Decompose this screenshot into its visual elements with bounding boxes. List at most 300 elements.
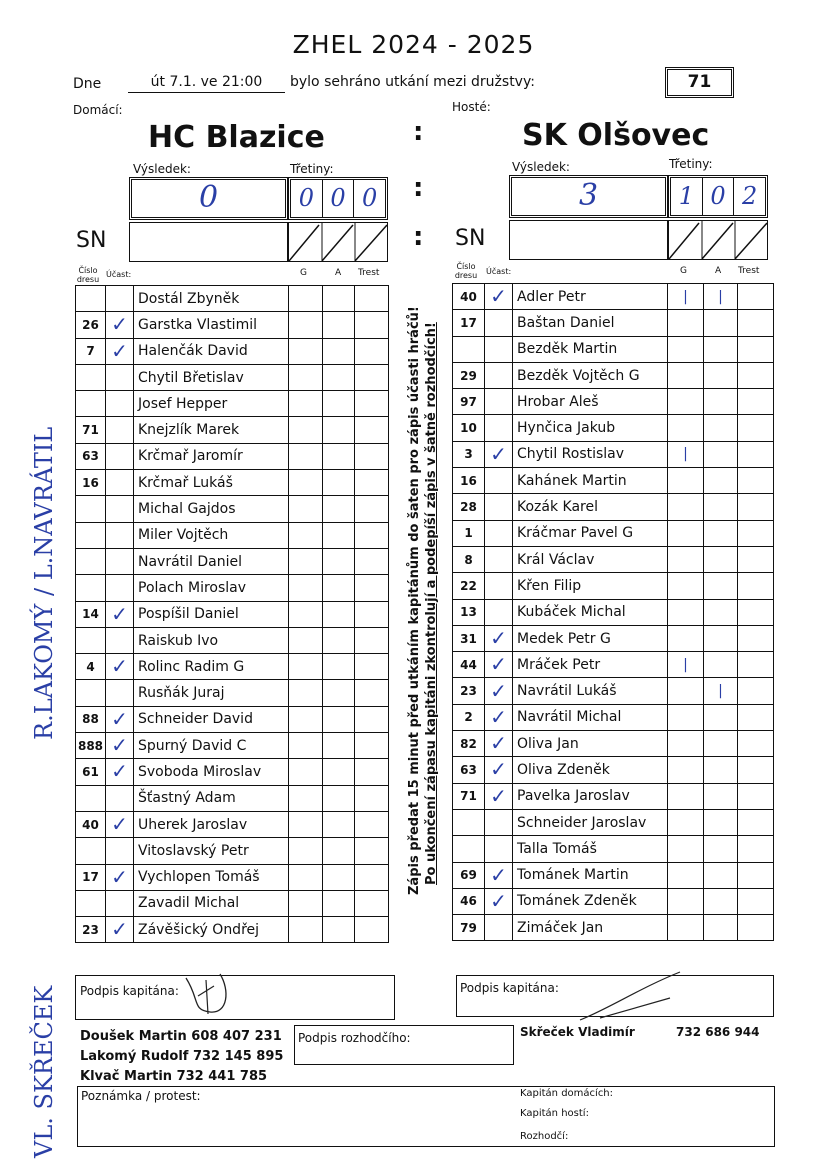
player-number — [453, 520, 485, 546]
player-name-value: Polach Miroslav — [138, 579, 247, 596]
handwritten-referees: R.LAKOMÝ / L.NAVRÁTIL — [30, 426, 58, 740]
referee-note-label: Rozhodčí: — [520, 1131, 569, 1142]
player-name — [513, 678, 668, 704]
home-roster-table — [75, 285, 389, 943]
home-player-row — [76, 654, 389, 680]
home-player-row — [76, 286, 389, 312]
player-number — [453, 915, 485, 941]
home-col-trest: Trest — [358, 268, 380, 278]
player-goals — [289, 811, 323, 837]
player-penalty — [738, 836, 774, 862]
away-period-1: 1 — [671, 178, 703, 215]
player-penalty — [738, 599, 774, 625]
player-number — [453, 336, 485, 362]
player-number-value: 28 — [460, 500, 477, 515]
player-number-value: 22 — [460, 578, 477, 593]
home-player-row — [76, 811, 389, 837]
home-player-row — [76, 890, 389, 916]
player-number-value: 2 — [464, 710, 473, 725]
player-number — [76, 522, 106, 548]
home-periods-box — [288, 177, 388, 220]
player-goals — [289, 575, 323, 601]
player-name-value: Knejzlík Marek — [138, 422, 240, 439]
player-name — [134, 733, 289, 759]
player-goals — [289, 890, 323, 916]
sn-slashes — [289, 223, 387, 262]
player-assists — [323, 575, 355, 601]
player-attendance — [106, 470, 134, 496]
player-name-value: Josef Hepper — [138, 395, 228, 412]
home-col-a: A — [335, 268, 342, 278]
player-attendance — [485, 757, 513, 783]
player-penalty — [738, 915, 774, 941]
player-goals — [289, 470, 323, 496]
player-name-value: Krčmař Jaromír — [138, 448, 243, 465]
player-penalty — [355, 627, 389, 653]
player-assists — [704, 494, 738, 520]
player-attendance-value: ✓ — [490, 783, 507, 808]
player-penalty — [738, 652, 774, 678]
player-number-value: 8 — [464, 552, 473, 567]
away-player-row — [453, 731, 774, 757]
player-number — [453, 599, 485, 625]
player-attendance — [106, 286, 134, 312]
player-number — [76, 443, 106, 469]
player-number-value: 14 — [82, 607, 99, 622]
player-penalty — [738, 284, 774, 310]
player-attendance-value: ✓ — [490, 652, 507, 677]
player-goals — [289, 522, 323, 548]
player-number — [76, 838, 106, 864]
player-goals-value: | — [683, 656, 688, 673]
player-number — [76, 680, 106, 706]
player-number — [453, 389, 485, 415]
player-number — [76, 864, 106, 890]
player-number — [76, 417, 106, 443]
player-name-value: Bezděk Martin — [517, 341, 618, 358]
away-periods-box — [668, 175, 768, 218]
player-number — [76, 733, 106, 759]
player-goals — [668, 704, 704, 730]
player-assists — [704, 625, 738, 651]
player-number-value: 13 — [460, 605, 477, 620]
player-name-value: Zavadil Michal — [138, 895, 240, 912]
player-name — [513, 468, 668, 494]
player-goals — [289, 443, 323, 469]
player-penalty — [355, 890, 389, 916]
player-penalty — [738, 468, 774, 494]
player-name-value: Závěšický Ondřej — [138, 921, 260, 938]
player-name-value: Mráček Petr — [517, 656, 601, 673]
player-number-value: 71 — [82, 423, 99, 438]
player-number — [76, 654, 106, 680]
player-name-value: Tománek Martin — [517, 867, 629, 884]
player-name-value: Rolinc Radim G — [138, 658, 245, 675]
player-penalty — [738, 862, 774, 888]
player-name — [134, 391, 289, 417]
player-number — [453, 783, 485, 809]
player-penalty — [738, 415, 774, 441]
player-number — [453, 862, 485, 888]
player-number — [76, 759, 106, 785]
player-number — [76, 706, 106, 732]
player-penalty — [738, 362, 774, 388]
player-name — [134, 654, 289, 680]
home-player-row — [76, 706, 389, 732]
player-penalty — [355, 917, 389, 943]
home-captain-signature — [180, 970, 240, 1020]
player-attendance-value: ✓ — [490, 704, 507, 729]
player-name-value: Miler Vojtěch — [138, 527, 229, 544]
player-number-value: 61 — [82, 764, 99, 779]
player-attendance-value: ✓ — [111, 601, 128, 626]
away-player-row — [453, 599, 774, 625]
player-goals — [668, 389, 704, 415]
player-penalty — [355, 838, 389, 864]
player-name-value: Navrátil Michal — [517, 709, 622, 726]
player-number — [453, 415, 485, 441]
referee-contact-3: Klvač Martin 732 441 785 — [80, 1069, 268, 1084]
player-assists — [704, 783, 738, 809]
player-assists — [704, 915, 738, 941]
player-number — [76, 391, 106, 417]
player-goals — [668, 888, 704, 914]
player-goals — [668, 757, 704, 783]
away-player-row — [453, 783, 774, 809]
player-attendance — [106, 864, 134, 890]
referee-contact-1: Doušek Martin 608 407 231 — [80, 1029, 282, 1044]
home-period-2: 0 — [323, 180, 355, 217]
player-number-value: 888 — [77, 738, 104, 753]
player-name-value: Schneider David — [138, 711, 253, 728]
player-attendance — [485, 625, 513, 651]
player-penalty — [355, 286, 389, 312]
away-player-row — [453, 415, 774, 441]
player-penalty — [738, 336, 774, 362]
player-name — [134, 706, 289, 732]
player-number-value: 97 — [460, 394, 477, 409]
player-number — [76, 890, 106, 916]
player-assists — [704, 336, 738, 362]
player-number-value: 4 — [86, 659, 95, 674]
home-score-box — [129, 177, 288, 220]
player-attendance — [106, 575, 134, 601]
player-goals — [289, 338, 323, 364]
player-assists — [704, 836, 738, 862]
player-assists — [704, 362, 738, 388]
player-name-value: Křen Filip — [517, 577, 582, 594]
player-goals — [668, 836, 704, 862]
player-assists — [704, 757, 738, 783]
player-name-value: Adler Petr — [517, 288, 586, 305]
player-penalty — [355, 548, 389, 574]
player-name — [513, 731, 668, 757]
home-player-row — [76, 575, 389, 601]
player-penalty — [738, 441, 774, 467]
player-number — [453, 652, 485, 678]
player-attendance-value: ✓ — [490, 757, 507, 782]
player-attendance — [106, 680, 134, 706]
player-goals — [668, 652, 704, 678]
referee-contacts — [80, 1027, 283, 1087]
player-attendance — [485, 520, 513, 546]
player-penalty — [738, 678, 774, 704]
player-number — [453, 546, 485, 572]
player-assists — [323, 601, 355, 627]
player-assists — [704, 520, 738, 546]
player-assists — [323, 680, 355, 706]
away-player-row — [453, 441, 774, 467]
player-number-value: 44 — [460, 657, 477, 672]
home-player-row — [76, 548, 389, 574]
player-name-value: Kahánek Martin — [517, 472, 627, 489]
player-name-value: Svoboda Miroslav — [138, 763, 262, 780]
player-number-value: 40 — [82, 817, 99, 832]
player-attendance — [106, 785, 134, 811]
player-number-value: 23 — [82, 922, 99, 937]
player-assists — [323, 391, 355, 417]
player-attendance — [106, 312, 134, 338]
player-attendance — [485, 652, 513, 678]
player-number — [453, 310, 485, 336]
player-penalty — [355, 706, 389, 732]
player-goals — [289, 364, 323, 390]
away-col-number: Číslo dresu — [454, 262, 478, 280]
home-sn-label: SN — [76, 228, 107, 253]
player-number-value: 29 — [460, 368, 477, 383]
home-periods-label: Třetiny: — [290, 162, 334, 176]
player-number-value: 10 — [460, 421, 477, 436]
player-attendance-value: ✓ — [111, 733, 128, 758]
player-assists — [323, 364, 355, 390]
away-player-row — [453, 757, 774, 783]
referee-contact-2: Lakomý Rudolf 732 145 895 — [80, 1049, 284, 1064]
home-player-row — [76, 785, 389, 811]
player-name — [134, 864, 289, 890]
player-attendance — [485, 599, 513, 625]
player-goals — [668, 494, 704, 520]
player-goals-value: | — [683, 288, 688, 305]
separator-colon: : — [413, 117, 424, 147]
away-player-row — [453, 704, 774, 730]
player-name — [513, 310, 668, 336]
player-number-value: 23 — [460, 684, 477, 699]
home-player-row — [76, 522, 389, 548]
player-goals-value: | — [683, 446, 688, 463]
home-player-row — [76, 312, 389, 338]
player-name — [513, 599, 668, 625]
player-attendance — [485, 441, 513, 467]
player-goals — [668, 441, 704, 467]
player-assists — [704, 546, 738, 572]
player-name — [134, 890, 289, 916]
player-penalty — [355, 601, 389, 627]
player-goals — [289, 627, 323, 653]
player-name-value: Krčmař Lukáš — [138, 474, 233, 491]
player-number-value: 16 — [82, 475, 99, 490]
away-sn-periods — [668, 220, 768, 260]
away-col-g: G — [680, 266, 687, 276]
away-col-a: A — [715, 266, 722, 276]
player-assists — [323, 417, 355, 443]
player-goals — [668, 809, 704, 835]
home-col-number: Číslo dresu — [76, 266, 100, 284]
away-player-row — [453, 520, 774, 546]
player-attendance — [106, 338, 134, 364]
player-goals — [668, 362, 704, 388]
player-goals — [289, 680, 323, 706]
player-goals — [289, 733, 323, 759]
player-assists — [323, 522, 355, 548]
player-penalty — [355, 811, 389, 837]
player-name-value: Král Václav — [517, 551, 595, 568]
player-assists — [323, 312, 355, 338]
player-number — [76, 496, 106, 522]
player-assists — [323, 890, 355, 916]
home-player-row — [76, 391, 389, 417]
away-player-row — [453, 362, 774, 388]
player-goals — [668, 783, 704, 809]
player-assists — [704, 704, 738, 730]
player-attendance-value: ✓ — [490, 678, 507, 703]
player-name — [134, 811, 289, 837]
player-attendance — [106, 917, 134, 943]
player-attendance — [106, 548, 134, 574]
away-player-row — [453, 652, 774, 678]
player-name — [513, 757, 668, 783]
away-player-row — [453, 468, 774, 494]
away-label: Hosté: — [452, 100, 491, 114]
player-name-value: Talla Tomáš — [517, 840, 597, 857]
away-player-row — [453, 336, 774, 362]
player-goals — [668, 310, 704, 336]
player-number — [76, 811, 106, 837]
away-captain-signature — [570, 968, 690, 1028]
player-name — [513, 625, 668, 651]
player-assists — [704, 415, 738, 441]
player-attendance — [485, 678, 513, 704]
player-attendance — [106, 522, 134, 548]
player-number — [453, 573, 485, 599]
away-player-row — [453, 284, 774, 310]
home-period-3: 0 — [362, 184, 378, 212]
player-number — [453, 678, 485, 704]
player-attendance — [485, 415, 513, 441]
player-assists — [323, 838, 355, 864]
center-note-1: Zápis předat 15 minut před utkáním kapitánům do šaten pro zápis účasti hráčů! — [407, 306, 422, 895]
away-period-3: 2 — [742, 182, 758, 210]
player-assists — [323, 785, 355, 811]
player-number-value: 88 — [82, 712, 99, 727]
player-name — [134, 443, 289, 469]
away-contact-name: Skřeček Vladimír — [520, 1025, 635, 1039]
player-attendance — [485, 704, 513, 730]
player-goals — [668, 731, 704, 757]
player-attendance-value: ✓ — [111, 864, 128, 889]
player-goals — [668, 468, 704, 494]
player-assists — [323, 706, 355, 732]
player-goals — [668, 336, 704, 362]
player-goals — [289, 312, 323, 338]
player-assists — [323, 733, 355, 759]
player-penalty — [355, 864, 389, 890]
player-goals — [289, 601, 323, 627]
player-name — [134, 575, 289, 601]
player-assists — [704, 652, 738, 678]
player-name — [513, 389, 668, 415]
player-assists-value: | — [718, 288, 723, 305]
player-assists — [323, 338, 355, 364]
player-name — [513, 520, 668, 546]
home-player-row — [76, 733, 389, 759]
player-penalty — [355, 522, 389, 548]
away-player-row — [453, 915, 774, 941]
player-number-value: 3 — [464, 447, 473, 462]
player-attendance — [106, 496, 134, 522]
player-name-value: Vychlopen Tomáš — [138, 869, 260, 886]
player-number-value: 1 — [464, 526, 473, 541]
player-assists — [704, 862, 738, 888]
away-player-row — [453, 809, 774, 835]
separator-colon: : — [413, 173, 424, 203]
player-assists — [323, 470, 355, 496]
player-name-value: Spurný David C — [138, 737, 247, 754]
home-player-row — [76, 470, 389, 496]
away-player-row — [453, 389, 774, 415]
player-name — [134, 522, 289, 548]
player-goals — [289, 785, 323, 811]
player-assists — [323, 627, 355, 653]
player-goals — [668, 678, 704, 704]
player-name — [513, 836, 668, 862]
player-attendance — [485, 573, 513, 599]
home-player-row — [76, 627, 389, 653]
player-name-value: Baštan Daniel — [517, 314, 615, 331]
player-goals — [289, 548, 323, 574]
player-assists — [704, 678, 738, 704]
player-name-value: Hrobar Aleš — [517, 393, 599, 410]
played-label: bylo sehráno utkání mezi družstvy: — [290, 74, 535, 90]
player-penalty — [738, 809, 774, 835]
home-col-present: Účast: — [106, 270, 132, 279]
home-captain-note-label: Kapitán domácích: — [520, 1088, 614, 1099]
player-number — [76, 785, 106, 811]
away-player-row — [453, 546, 774, 572]
player-number-value: 16 — [460, 473, 477, 488]
player-name — [513, 362, 668, 388]
away-score-box — [509, 175, 668, 218]
player-penalty — [355, 443, 389, 469]
away-col-trest: Trest — [738, 266, 760, 276]
player-number — [76, 286, 106, 312]
player-name — [513, 415, 668, 441]
player-attendance-value: ✓ — [490, 862, 507, 887]
player-name — [513, 783, 668, 809]
player-penalty — [738, 731, 774, 757]
player-assists — [704, 731, 738, 757]
player-attendance-value: ✓ — [490, 441, 507, 466]
player-penalty — [738, 783, 774, 809]
away-captain-label: Podpis kapitána: — [460, 981, 559, 995]
away-periods-label: Třetiny: — [669, 157, 713, 171]
away-player-row — [453, 310, 774, 336]
player-penalty — [738, 310, 774, 336]
player-attendance — [485, 915, 513, 941]
player-name — [134, 286, 289, 312]
player-number — [453, 888, 485, 914]
player-name-value: Medek Petr G — [517, 630, 611, 647]
player-name — [134, 417, 289, 443]
